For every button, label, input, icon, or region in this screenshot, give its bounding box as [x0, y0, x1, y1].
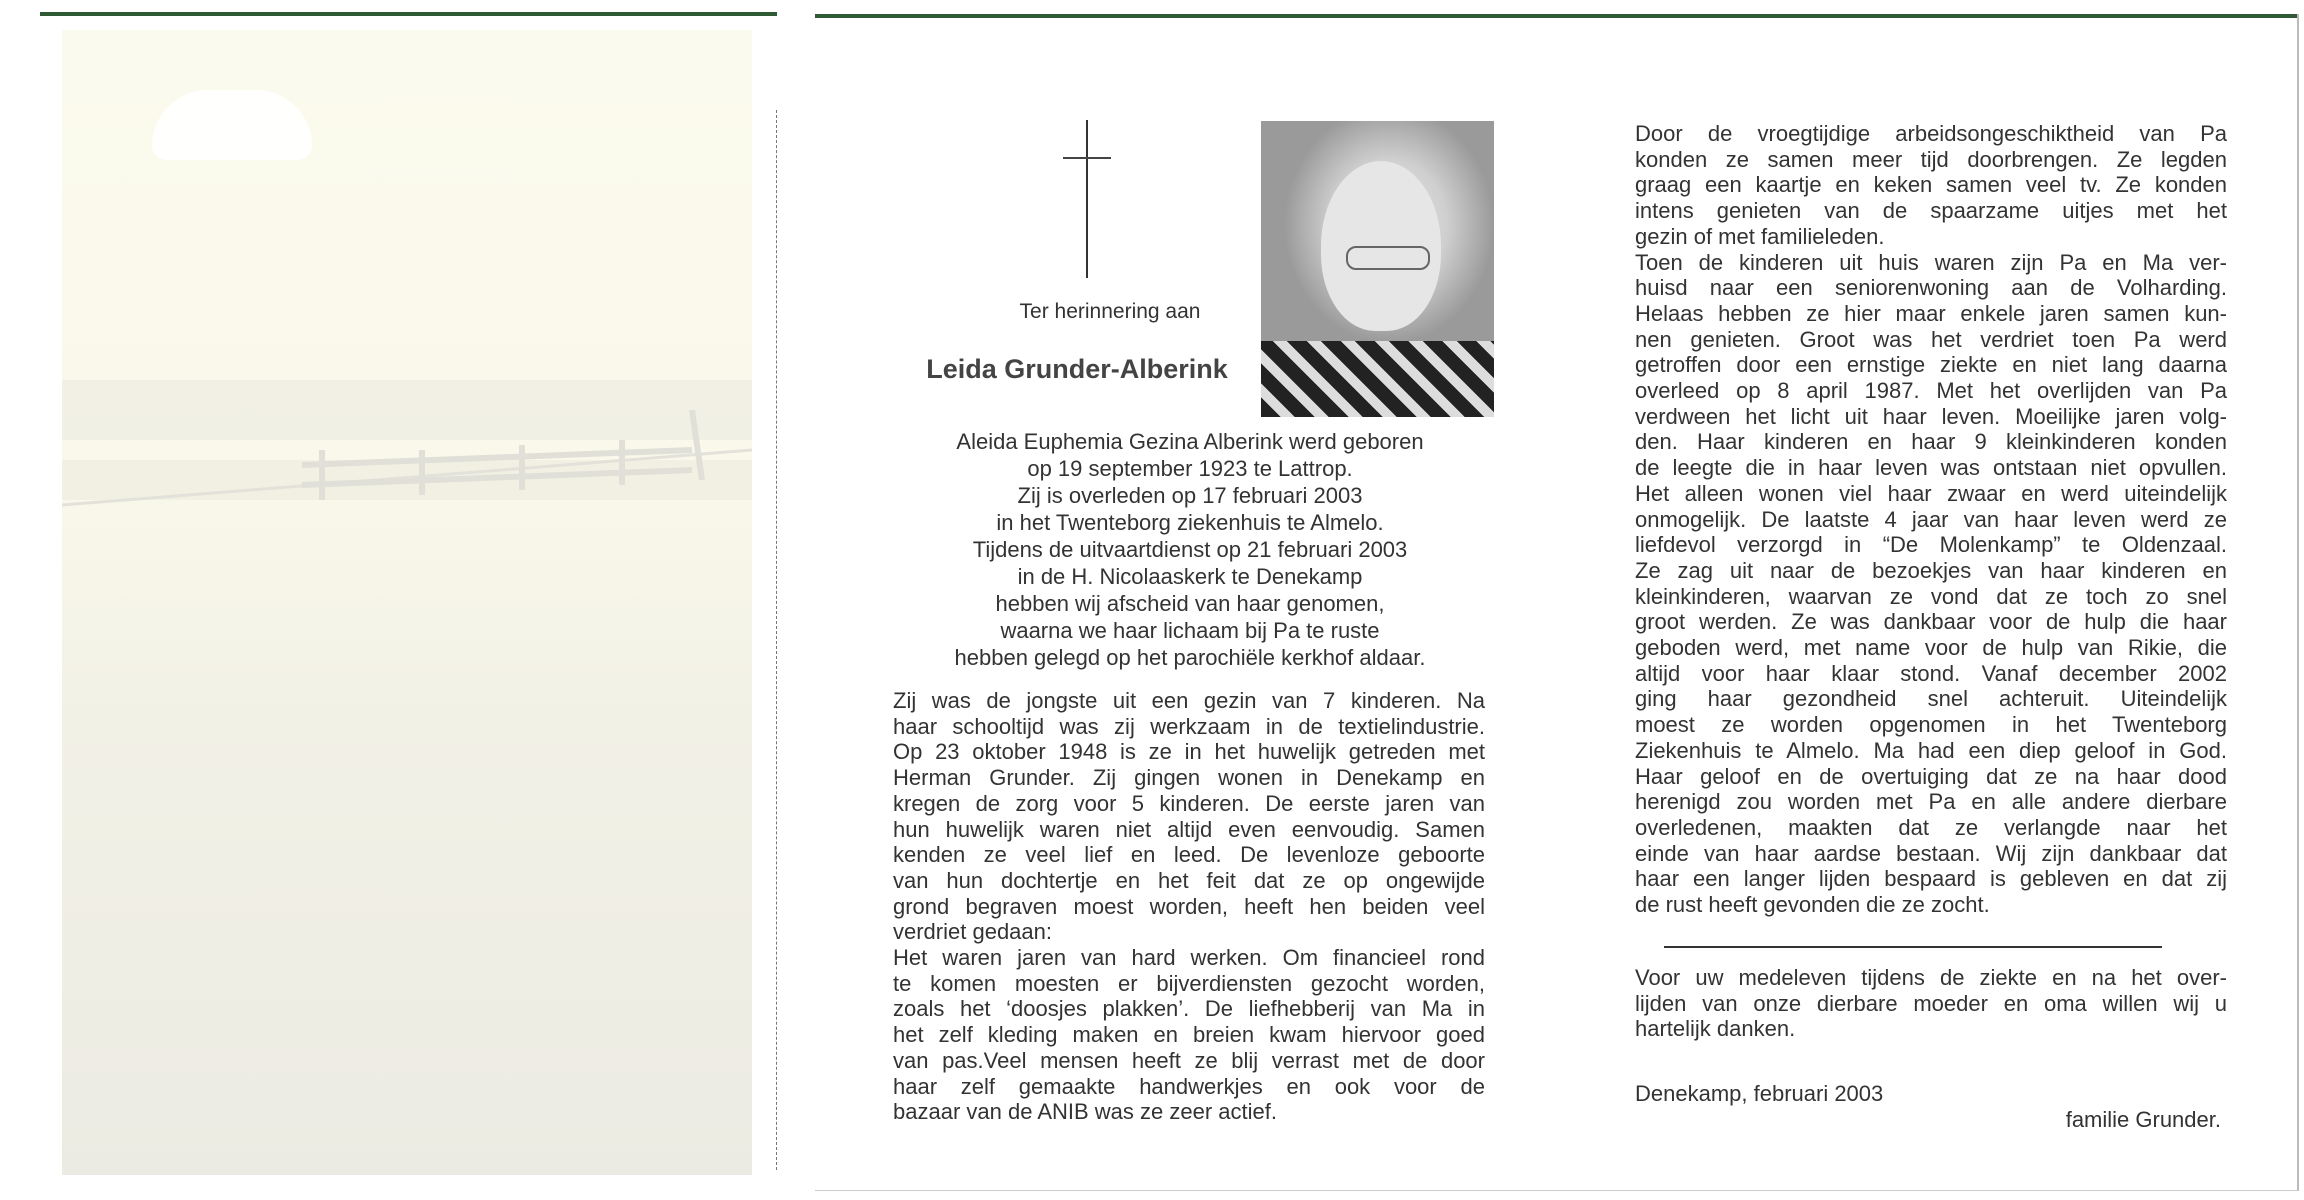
text-line: Toen de kinderen uit huis waren zijn Pa en Ma ver- — [1635, 249, 2227, 275]
thanks-text — [1635, 965, 2227, 1042]
text-line: geboden werd, met name voor de hulp van Rikie, die — [1635, 635, 2227, 661]
intro-text: Ter herinnering aan — [1019, 300, 1201, 323]
portrait-glasses — [1346, 246, 1430, 270]
text-line: huisd naar een seniorenwoning aan de Volharding. — [1635, 275, 2227, 301]
text-line: hartelijk danken. — [1635, 1016, 1796, 1042]
text-line: verdween het licht uit haar leven. Moeilijke jaren volg- — [1635, 403, 2227, 429]
text-line: nen genieten. Groot was het verdriet toen Pa werd — [1635, 326, 2227, 352]
text-line: de leegte die in haar leven was ontstaan niet opvullen. — [1635, 455, 2227, 481]
text-line: einde van haar aardse bestaan. Wij zijn dankbaar dat — [1635, 840, 2227, 866]
text-line: lijden van onze dierbare moeder en oma willen wij u — [1635, 990, 2227, 1016]
text-line: moest ze worden opgenomen in het Twenteborg — [1635, 712, 2227, 738]
text-line: het zelf kleding maken en breien kwam hiervoor goed — [893, 1022, 1485, 1048]
text-line: konden ze samen meer tijd doorbrengen. Ze legden — [1635, 146, 2227, 172]
place-date: Denekamp, februari 2003 — [1635, 1081, 1884, 1106]
text-line: haar schooltijd was zij werkzaam in de textielindustrie. — [893, 713, 1485, 739]
text-line: den. Haar kinderen en haar 9 kleinkinderen konden — [1635, 429, 2227, 455]
fence-silhouette — [62, 410, 752, 510]
text-line: groot werden. Ze was dankbaar voor de hulp die haar — [1635, 609, 2227, 635]
cross-icon — [1086, 120, 1088, 278]
cross-icon-bar — [1063, 157, 1111, 159]
text-line: overleed op 8 april 1987. Met het overlijden van Pa — [1635, 378, 2227, 404]
text-line: kregen de zorg voor 5 kinderen. De eerste jaren van — [893, 790, 1485, 816]
separator-line — [1664, 946, 2162, 948]
announcement-line: op 19 september 1923 te Lattrop. — [1027, 456, 1353, 481]
text-line: grond begraven moest worden, heeft hen beiden veel — [893, 893, 1485, 919]
text-line: verdriet gedaan: — [893, 919, 1052, 945]
announcement-line: hebben gelegd op het parochiële kerkhof aldaar. — [954, 645, 1426, 670]
text-line: zoals het ‘doosjes plakken’. De liefhebberij van Ma in — [893, 996, 1485, 1022]
text-line: de rust heeft gevonden die ze zocht. — [1635, 892, 1990, 918]
text-line: herenigd zou worden met Pa en alle andere dierbare — [1635, 789, 2227, 815]
text-line: te komen moesten er bijverdiensten gezocht worden, — [893, 970, 1485, 996]
text-line: Door de vroegtijdige arbeidsongeschiktheid van Pa — [1635, 121, 2227, 146]
paragraph — [1635, 250, 2227, 918]
text-line: Het alleen wonen viel haar zwaar en werd uiteindelijk — [1635, 480, 2227, 506]
announcement-line: hebben wij afscheid van haar genomen, — [995, 591, 1385, 616]
text-line: getroffen door een ernstige ziekte en niet lang daarna — [1635, 352, 2227, 378]
text-line: bazaar van de ANIB was ze zeer actief. — [893, 1099, 1277, 1125]
signature: familie Grunder. — [2065, 1107, 2221, 1132]
text-line: haar een langer lijden bespaard is gebleven en dat zij — [1635, 866, 2227, 892]
announcement-line: Aleida Euphemia Gezina Alberink werd geboren — [956, 429, 1424, 454]
text-line: ging haar gezondheid snel achteruit. Uiteindelijk — [1635, 686, 2227, 712]
text-line: van hun dochtertje en het feit dat ze op ongewijde — [893, 867, 1485, 893]
text-line: liefdevol verzorgd in “De Molenkamp” te Oldenzaal. — [1635, 532, 2227, 558]
sun-shape — [152, 90, 312, 160]
paragraph — [893, 945, 1485, 1125]
text-line: Het waren jaren van hard werken. Om financieel rond — [893, 945, 1485, 971]
text-line: intens genieten van de spaarzame uitjes met het — [1635, 198, 2227, 224]
biography-column-right — [1635, 121, 2227, 918]
paragraph — [893, 688, 1485, 945]
text-line: onmogelijk. De laatste 4 jaar van haar leven werd ze — [1635, 506, 2227, 532]
text-line: Ziekenhuis te Almelo. Ma had een diep geloof in God. — [1635, 737, 2227, 763]
paragraph — [1635, 121, 2227, 250]
text-line: Op 23 oktober 1948 is ze in het huwelijk getreden met — [893, 739, 1485, 765]
biography-column-middle — [893, 688, 1485, 1125]
portrait-photo — [1261, 121, 1494, 417]
text-line: Zij was de jongste uit een gezin van 7 kinderen. Na — [893, 688, 1485, 713]
text-line: altijd voor haar klaar stond. Vanaf december 2002 — [1635, 660, 2227, 686]
text-line: Voor uw medeleven tijdens de ziekte en na het over- — [1635, 965, 2227, 990]
fold-line — [776, 110, 777, 1170]
card-front-cover — [40, 12, 777, 1190]
announcement-line: Tijdens de uitvaartdienst op 21 februari 2003 — [972, 537, 1408, 562]
text-line: Ze zag uit naar de bezoekjes van haar kinderen en — [1635, 557, 2227, 583]
green-top-edge — [40, 12, 777, 16]
green-top-edge — [815, 14, 2297, 18]
landscape-image — [62, 30, 752, 1175]
text-line: Haar geloof en de overtuiging dat ze na haar dood — [1635, 763, 2227, 789]
text-line: graag een kaartje en keken samen veel tv. Ze konden — [1635, 172, 2227, 198]
text-line: kenden ze veel lief en leed. De levenloze geboorte — [893, 842, 1485, 868]
text-line: Herman Grunder. Zij gingen wonen in Denekamp en — [893, 765, 1485, 791]
text-line: kleinkinderen, waarvan ze vond dat ze toch zo snel — [1635, 583, 2227, 609]
announcement-line: waarna we haar lichaam bij Pa te ruste — [1000, 618, 1380, 643]
announcement-line: in de H. Nicolaaskerk te Denekamp — [1017, 564, 1363, 589]
announcement-line: in het Twenteborg ziekenhuis te Almelo. — [996, 510, 1384, 535]
text-line: van pas.Veel mensen heeft ze blij verrast met de door — [893, 1047, 1485, 1073]
announcement-line: Zij is overleden op 17 februari 2003 — [1017, 483, 1363, 508]
text-line: haar zelf gemaakte handwerkjes en ook voor de — [893, 1073, 1485, 1099]
text-line: Helaas hebben ze hier maar enkele jaren samen kun- — [1635, 300, 2227, 326]
text-line: overledenen, maakten dat ze verlangde naar het — [1635, 814, 2227, 840]
announcement-block — [880, 428, 1500, 671]
portrait-dress — [1261, 341, 1494, 417]
deceased-name: Leida Grunder-Alberink — [926, 354, 1228, 384]
text-line: hun huwelijk waren niet altijd even eenvoudig. Samen — [893, 816, 1485, 842]
text-line: gezin of met familieleden. — [1635, 223, 1885, 249]
